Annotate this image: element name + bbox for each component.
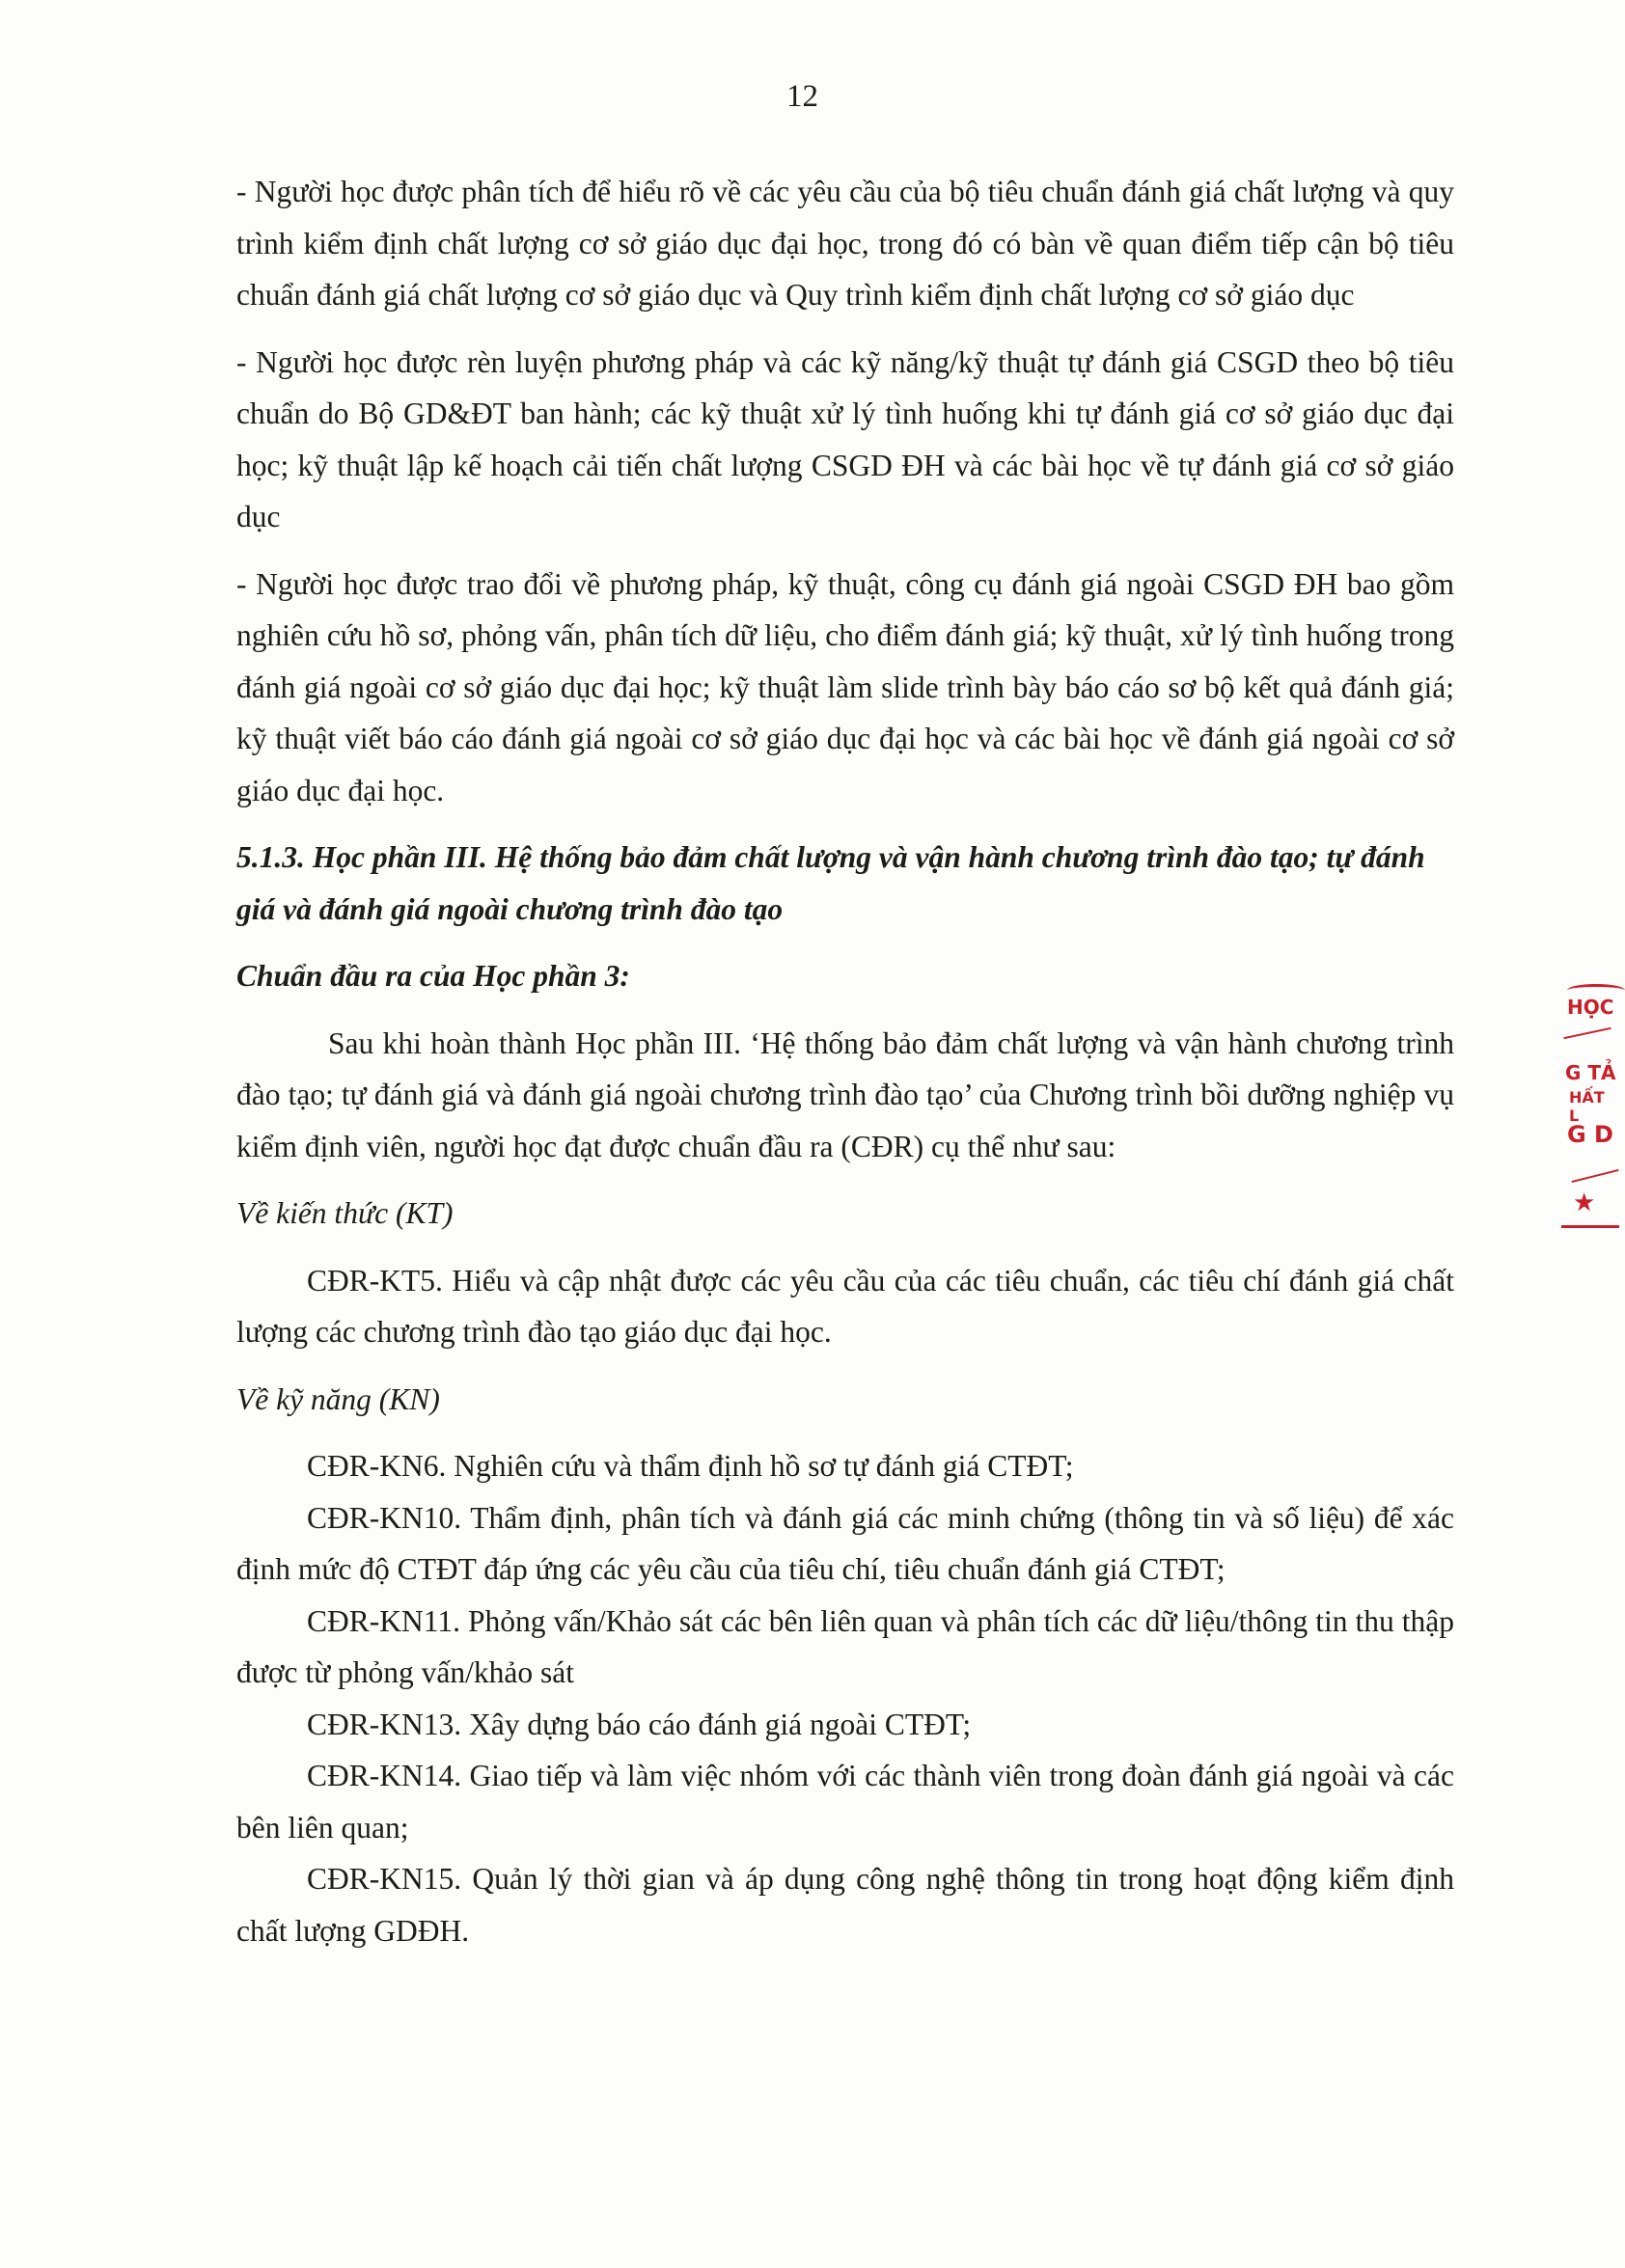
outcomes-heading: Chuẩn đầu ra của Học phần 3: bbox=[236, 959, 630, 993]
skill-item: CĐR-KN15. Quản lý thời gian và áp dụng công nghệ thông tin trong hoạt động kiểm định chất lượng GDĐH. bbox=[236, 1862, 1454, 1948]
seal-line bbox=[1563, 1027, 1611, 1039]
skill-item: CĐR-KN10. Thẩm định, phân tích và đánh giá các minh chứng (thông tin và số liệu) để xác định mức độ CTĐT đáp ứng các yêu cầu của tiêu chí, tiêu chuẩn đánh giá CTĐT; bbox=[236, 1500, 1454, 1586]
bullet-paragraph-2: - Người học được rèn luyện phương pháp và các kỹ năng/kỹ thuật tự đánh giá CSGD theo bộ tiêu chuẩn do Bộ GD&ĐT ban hành; các kỹ thuật xử lý tình huống khi tự đánh giá cơ sở giáo dục đại học; kỹ thuật lập kế hoạch cải tiến chất lượng CSGD ĐH và các bài học về tự đánh giá cơ sở giáo dục bbox=[236, 344, 1454, 533]
seal-star-icon: ★ bbox=[1573, 1189, 1596, 1217]
bullet-paragraph-3: - Người học được trao đổi về phương pháp, kỹ thuật, công cụ đánh giá ngoài CSGD ĐH bao gồm nghiên cứu hồ sơ, phỏng vấn, phân tích dữ liệu, cho điểm đánh giá; kỹ thuật, xử lý tình huống trong đánh giá ngoài cơ sở giáo dục đại học; kỹ thuật làm slide trình bày báo cáo sơ bộ kết quả đánh giá; kỹ thuật viết báo cáo đánh giá ngoài cơ sở giáo dục đại học và các bài học về đánh giá ngoài cơ sở giáo dục đại học. bbox=[236, 566, 1454, 807]
section-heading: 5.1.3. Học phần III. Hệ thống bảo đảm chất lượng và vận hành chương trình đào tạo; tự đánh giá và đánh giá ngoài chương trình đào tạo bbox=[236, 840, 1425, 926]
intro-paragraph: Sau khi hoàn thành Học phần III. ‘Hệ thống bảo đảm chất lượng và vận hành chương trình đào tạo; tự đánh giá và đánh giá ngoài chương trình đào tạo’ của Chương trình bồi dưỡng nghiệp vụ kiểm định viên, người học đạt được chuẩn đầu ra (CĐR) cụ thể như sau: bbox=[236, 1025, 1454, 1163]
skill-item: CĐR-KN6. Nghiên cứu và thẩm định hồ sơ tự đánh giá CTĐT; bbox=[307, 1449, 1074, 1483]
seal-text: HẤT L bbox=[1569, 1088, 1605, 1125]
seal-text: G D bbox=[1567, 1121, 1613, 1148]
document-body bbox=[236, 166, 1454, 1956]
page-number: 12 bbox=[786, 79, 818, 114]
skill-item: CĐR-KN13. Xây dựng báo cáo đánh giá ngoài CTĐT; bbox=[307, 1707, 972, 1741]
seal-line bbox=[1572, 1169, 1619, 1183]
seal-text: G TẢ bbox=[1565, 1061, 1616, 1084]
knowledge-heading: Về kiến thức (KT) bbox=[236, 1196, 454, 1230]
knowledge-item: CĐR-KT5. Hiểu và cập nhật được các yêu cầu của các tiêu chuẩn, các tiêu chí đánh giá chất lượng các chương trình đào tạo giáo dục đại học. bbox=[236, 1263, 1454, 1349]
skill-item: CĐR-KN14. Giao tiếp và làm việc nhóm với các thành viên trong đoàn đánh giá ngoài và các bên liên quan; bbox=[236, 1759, 1454, 1844]
seal-line bbox=[1561, 1225, 1619, 1228]
red-seal-stamp bbox=[1559, 984, 1617, 1235]
skill-item: CĐR-KN11. Phỏng vấn/Khảo sát các bên liên quan và phân tích các dữ liệu/thông tin thu thập được từ phỏng vấn/khảo sát bbox=[236, 1603, 1454, 1689]
bullet-paragraph-1: - Người học được phân tích để hiểu rõ về các yêu cầu của bộ tiêu chuẩn đánh giá chất lượng và quy trình kiểm định chất lượng cơ sở giáo dục đại học, trong đó có bàn về quan điểm tiếp cận bộ tiêu chuẩn đánh giá chất lượng cơ sở giáo dục và Quy trình kiểm định chất lượng cơ sở giáo dục bbox=[236, 175, 1454, 312]
seal-text: HỌC bbox=[1567, 996, 1614, 1019]
skills-heading: Về kỹ năng (KN) bbox=[236, 1381, 440, 1416]
